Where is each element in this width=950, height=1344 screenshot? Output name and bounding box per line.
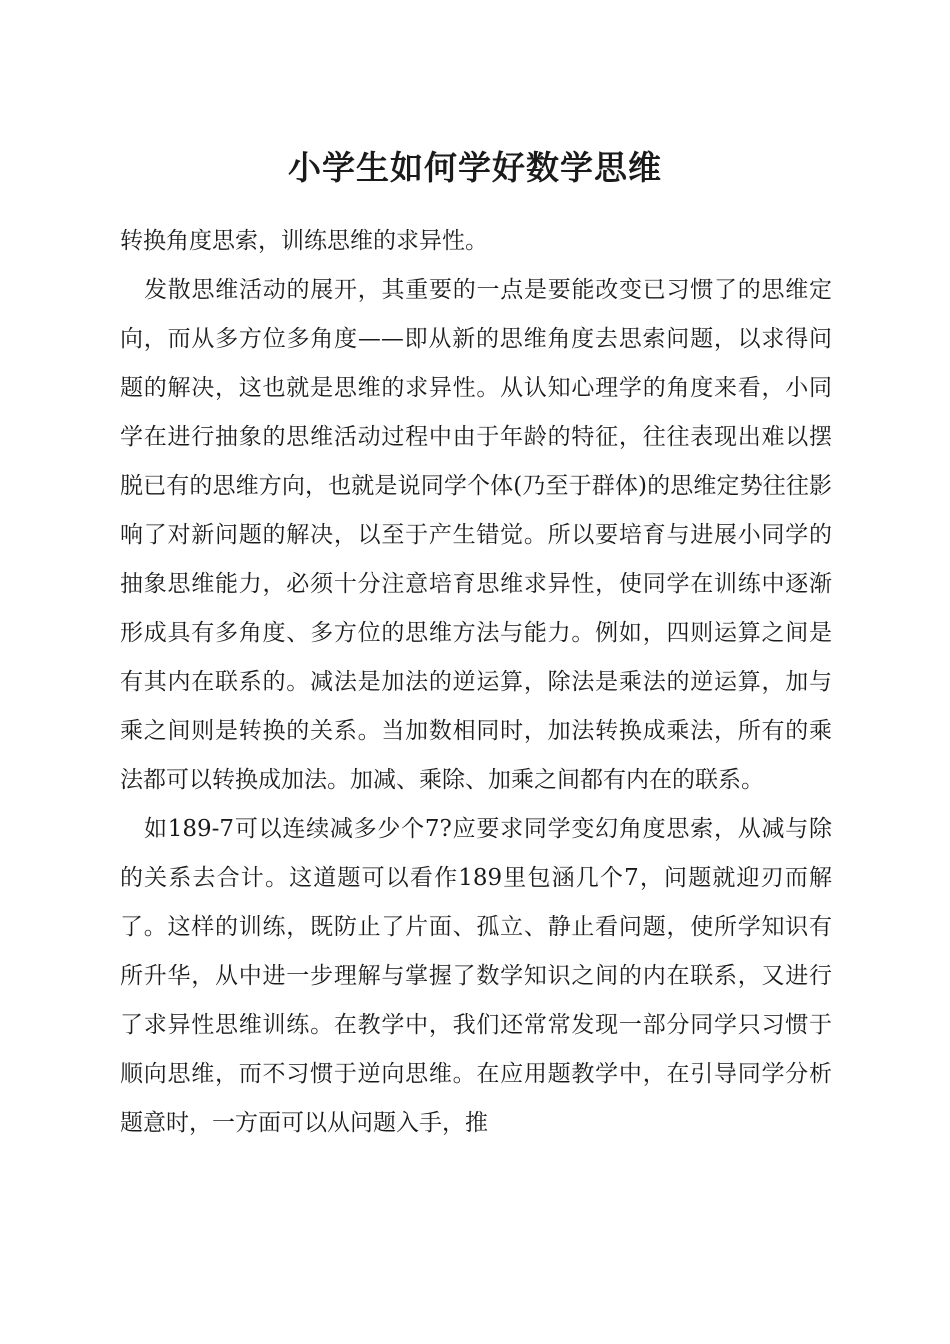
document-body [120,217,832,1148]
document-title: 小学生如何学好数学思维 [288,148,662,187]
paragraph-2: 发散思维活动的展开，其重要的一点是要能改变已习惯了的思维定向，而从多方位多角度——即从新的思维角度去思索问题，以求得问题的解决，这也就是思维的求异性。从认知心理学的角度来看，小同学在进行抽象的思维活动过程中由于年龄的特征，往往表现出难以摆脱已有的思维方向，也就是说同学个体(乃至于群体)的思维定势往往影响了对新问题的解决，以至于产生错觉。所以要培育与进展小同学的抽象思维能力，必须十分注意培育思维求异性，使同学在训练中逐渐形成具有多角度、多方位的思维方法与能力。例如，四则运算之间是有其内在联系的。减法是加法的逆运算，除法是乘法的逆运算，加与乘之间则是转换的关系。当加数相同时，加法转换成乘法，所有的乘法都可以转换成加法。加减、乘除、加乘之间都有内在的联系。 [120,277,832,793]
paragraph-1: 转换角度思索，训练思维的求异性。 [120,228,488,254]
paragraph-3: 如189-7可以连续减多少个7?应要求同学变幻角度思索，从减与除的关系去合计。这道题可以看作189里包涵几个7，问题就迎刃而解了。这样的训练，既防止了片面、孤立、静止看问题，使所学知识有所升华，从中进一步理解与掌握了数学知识之间的内在联系，又进行了求异性思维训练。在教学中，我们还常常发现一部分同学只习惯于顺向思维，而不习惯于逆向思维。在应用题教学中，在引导同学分析题意时，一方面可以从问题入手，推 [120,816,832,1136]
